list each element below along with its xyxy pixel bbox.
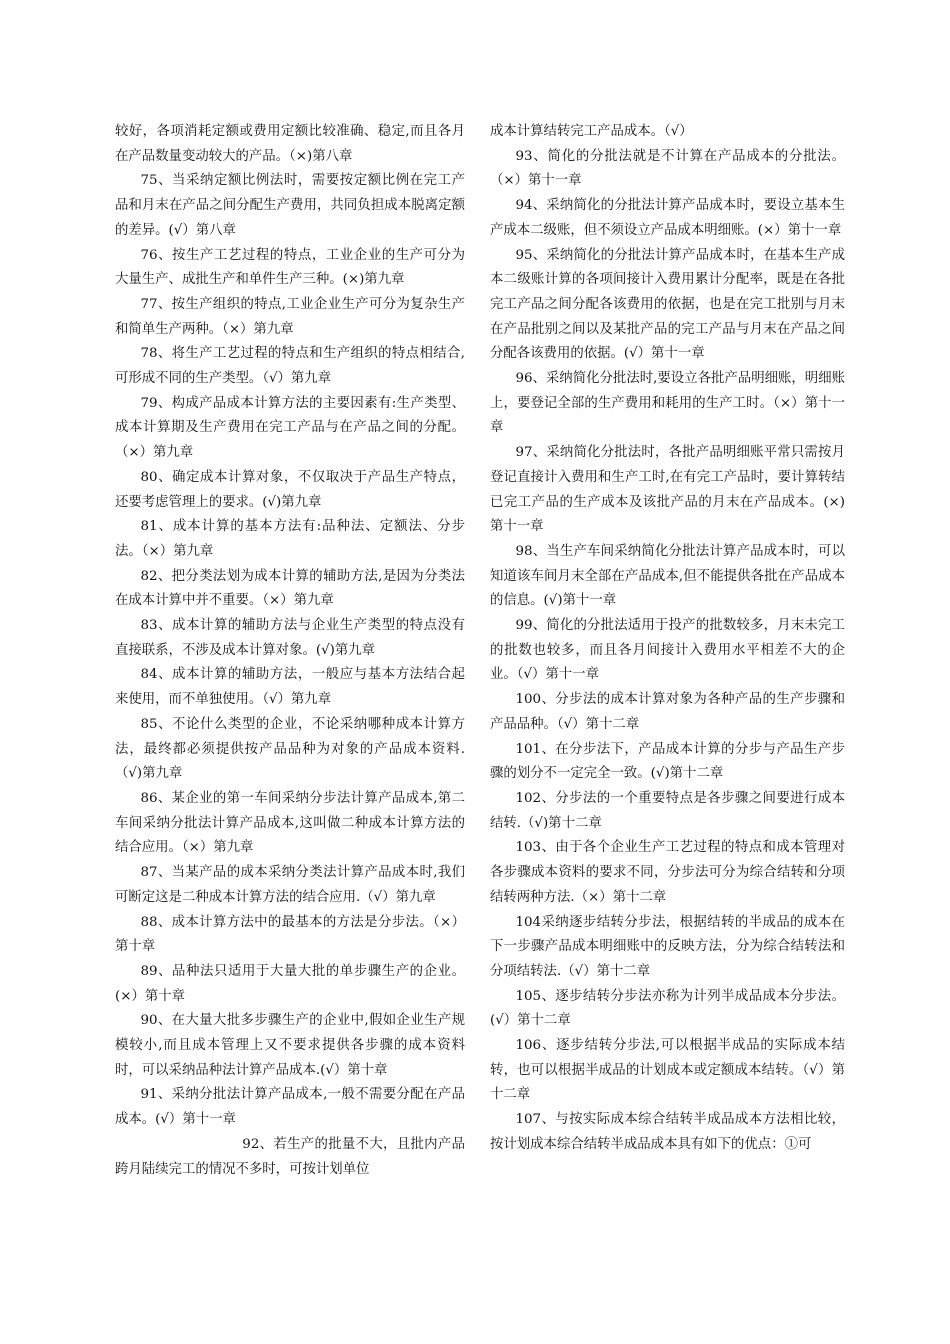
- question-item: 105、逐步结转分步法亦称为计列半成品成本分步法。(√）第十二章: [490, 988, 845, 1029]
- question-item: 107、与按实际成本综合结转半成品成本方法相比较，按计划成本综合结转半成品成本具有如下的优点：①可: [490, 1112, 845, 1152]
- question-item: 78、将生产工艺过程的特点和生产组织的特点相结合,可形成不同的生产类型。（√）第九章: [115, 346, 465, 387]
- question-item: 85、不论什么类型的企业，不论采纳哪种成本计算方法，最终都必须提供按产品品种为对象的产品成本资料.（√)第九章: [115, 716, 465, 782]
- question-item: 较好，各项消耗定额或费用定额比较准确、稳定,而且各月在产品数量变动较大的产品。（×)第八章: [115, 124, 465, 164]
- question-item: 97、采纳简化分批法时，各批产品明细账平常只需按月登记直接计入费用和生产工时,在有完工产品时，要计算转结已完工产品的生产成本及该批产品的月末在产品成本。(×)第十一章: [490, 445, 845, 535]
- question-item: 98、当生产车间采纳简化分批法计算产品成本时，可以知道该车间月末全部在产品成本,但不能提供各批在产品成本的信息。(√)第十一章: [490, 543, 845, 609]
- question-item: 103、由于各个企业生产工艺过程的特点和成本管理对各步骤成本资料的要求不同，分步法可分为综合结转和分项结转两种方法.（×）第十二章: [490, 840, 845, 905]
- question-item: 101、在分步法下，产品成本计算的分步与产品生产步骤的划分不一定完全一致。(√)第十二章: [490, 741, 845, 782]
- right-column: [490, 120, 845, 1158]
- question-item: 83、成本计算的辅助方法与企业生产类型的特点没有直接联系，不涉及成本计算对象。(√)第九章: [115, 618, 465, 658]
- question-item: 76、按生产工艺过程的特点，工业企业的生产可分为大量生产、成批生产和单件生产三种。(×)第九章: [115, 247, 465, 288]
- question-item: 82、把分类法划为成本计算的辅助方法,是因为分类法在成本计算中并不重要。（×）第九章: [115, 568, 465, 609]
- question-item: 81、成本计算的基本方法有:品种法、定额法、分步法。（×）第九章: [115, 519, 465, 559]
- question-item: 成本计算结转完工产品成本。（√）: [490, 124, 693, 139]
- question-item: 84、成本计算的辅助方法，一般应与基本方法结合起来使用，而不单独使用。（√）第九章: [115, 667, 465, 708]
- question-item: 94、采纳简化的分批法计算产品成本时，要设立基本生产成本二级账，但不须设立产品成本明细账。(×）第十一章: [490, 198, 845, 238]
- question-item: 91、采纳分批法计算产品成本,一般不需要分配在产品成本。(√）第十一章: [115, 1087, 465, 1128]
- question-item: 95、采纳简化的分批法计算产品成本时，在基本生产成本二级账计算的各项间接计入费用累计分配率，既是在各批完工产品之间分配各该费用的依据，也是在完工批别与月末在产品批别之间以及某批产品的完工产品与月末在产品之间分配各该费用的依据。(√）第十一章: [490, 247, 845, 362]
- question-item: 87、当某产品的成本采纳分类法计算产品成本时,我们可断定这是二种成本计算方法的结合应用.（√）第九章: [115, 865, 465, 905]
- question-item: 99、简化的分批法适用于投产的批数较多，月末未完工的批数也较多，而且各月间接计入费用水平相差不大的企业。（√）第十一章: [490, 618, 845, 683]
- question-item: 86、某企业的第一车间采纳分步法计算产品成本,第二车间采纳分批法计算产品成本,这叫做二种成本计算方法的结合应用。（×）第九章: [115, 790, 465, 856]
- question-item: 90、在大量大批多步骤生产的企业中,假如企业生产规模较小,而且成本管理上又不要求提供各步骤的成本资料时，可以采纳品种法计算产品成本.(√）第十章: [115, 1013, 465, 1078]
- question-item: 77、按生产组织的特点,工业企业生产可分为复杂生产和简单生产两种。（×）第九章: [115, 296, 465, 337]
- question-item: 93、简化的分批法就是不计算在产品成本的分批法。（×）第十一章: [490, 148, 845, 189]
- question-item: 75、当采纳定额比例法时，需要按定额比例在完工产品和月末在产品之间分配生产费用，共同负担成本脱离定额的差异。(√）第八章: [115, 173, 465, 238]
- question-item: 88、成本计算方法中的最基本的方法是分步法。（×）第十章: [115, 914, 465, 955]
- question-item: 104采纳逐步结转分步法，根据结转的半成品的成本在下一步骤产品成本明细账中的反映方法，分为综合结转法和分项结转法.（√）第十二章: [490, 914, 845, 979]
- question-item: 106、逐步结转分步法,可以根据半成品的实际成本结转，也可以根据半成品的计划成本或定额成本结转。（√）第十二章: [490, 1038, 845, 1103]
- question-item: 92、若生产的批量不大，且批内产品跨月陆续完工的情况不多时，可按计划单位: [115, 1136, 465, 1177]
- left-column: [115, 120, 465, 1182]
- question-item: 89、品种法只适用于大量大批的单步骤生产的企业。(×）第十章: [115, 963, 465, 1004]
- question-item: 96、采纳简化分批法时,要设立各批产品明细账，明细账上，要登记全部的生产费用和耗用的生产工时。（×）第十一章: [490, 371, 845, 436]
- question-item: 80、确定成本计算对象，不仅取决于产品生产特点，还要考虑管理上的要求。(√)第九章: [115, 469, 465, 510]
- question-item: 100、分步法的成本计算对象为各种产品的生产步骤和产品品种。（√）第十二章: [490, 692, 845, 732]
- question-item: 79、构成产品成本计算方法的主要因素有:生产类型、成本计算期及生产费用在完工产品与在产品之间的分配。（×）第九章: [115, 395, 465, 461]
- question-item: 102、分步法的一个重要特点是各步骤之间要进行成本结转.（√)第十二章: [490, 790, 845, 831]
